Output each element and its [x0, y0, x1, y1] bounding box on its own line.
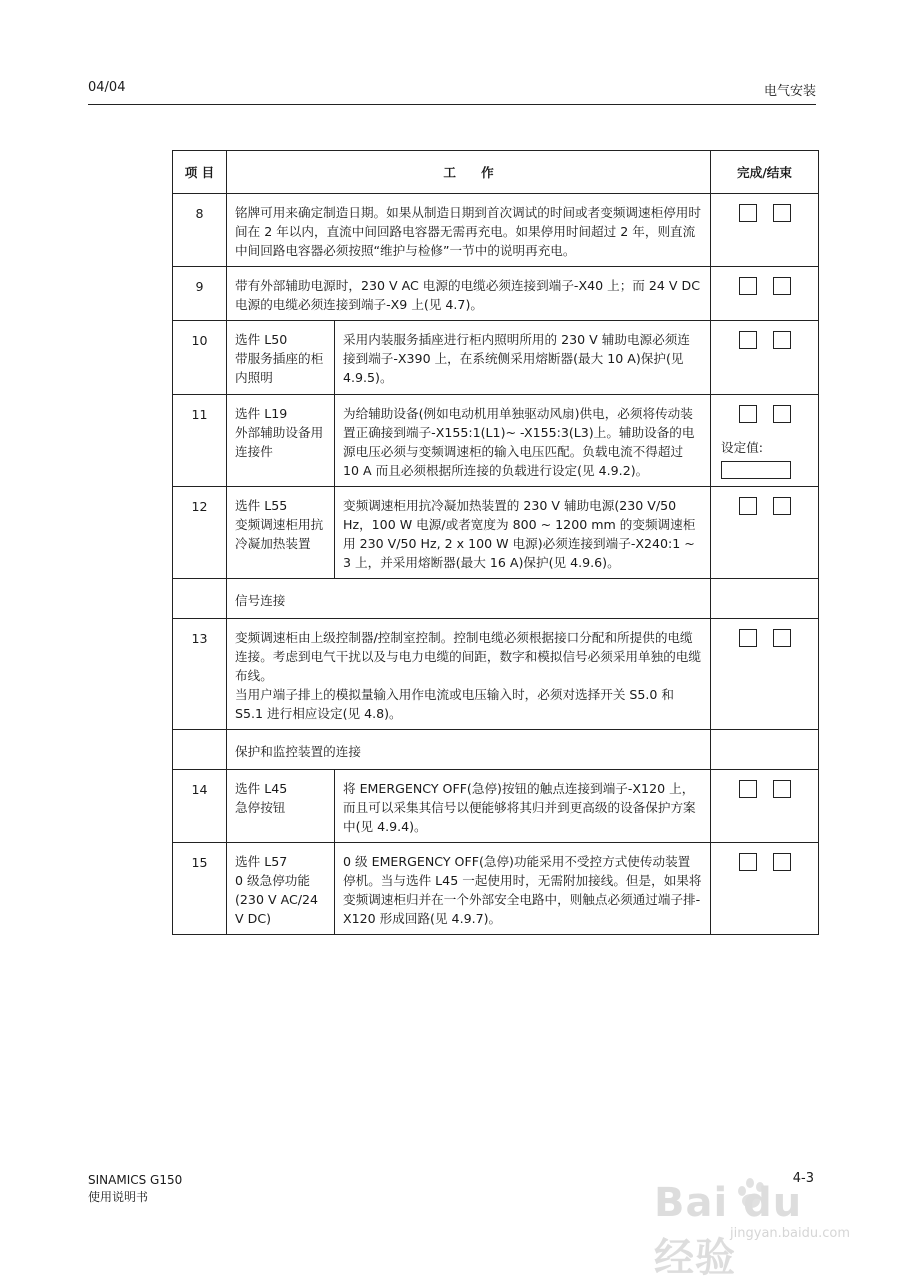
done-cell [711, 843, 819, 935]
table-row [173, 770, 819, 843]
table-row [173, 395, 819, 487]
item-number: 15 [173, 843, 227, 935]
checkbox[interactable] [739, 331, 757, 349]
section-title: 信号连接 [227, 579, 711, 619]
checklist-table [172, 150, 819, 935]
checkbox[interactable] [773, 277, 791, 295]
item-number: 8 [173, 194, 227, 267]
footer-product [88, 1172, 182, 1206]
col-work-header: 工 作 [227, 151, 711, 194]
table-header-row [173, 151, 819, 194]
option-text: 选件 L45 急停按钮 [227, 770, 335, 843]
checkbox[interactable] [739, 204, 757, 222]
header-date: 04/04 [88, 80, 126, 95]
table-row [173, 843, 819, 935]
section-row [173, 730, 819, 770]
table-row [173, 267, 819, 321]
col-done-header: 完成/结束 [711, 151, 819, 194]
work-text: 0 级 EMERGENCY OFF(急停)功能采用不受控方式使传动装置停机。当与选件 L45 一起使用时，无需附加接线。但是，如果将变频调速柜归并在一个外部安全电路中，则触点必须通过端子排-X120 形成回路(见 4.9.7)。 [335, 843, 711, 935]
checkbox[interactable] [773, 497, 791, 515]
empty-cell [173, 730, 227, 770]
product-name: SINAMICS G150 [88, 1173, 183, 1187]
option-text: 选件 L19 外部辅助设备用连接件 [227, 395, 335, 487]
table-row [173, 194, 819, 267]
done-cell [711, 321, 819, 395]
checkbox[interactable] [773, 629, 791, 647]
work-text: 将 EMERGENCY OFF(急停)按钮的触点连接到端子-X120 上，而且可以采集其信号以便能够将其归并到更高级的设备保护方案中(见 4.9.4)。 [335, 770, 711, 843]
done-cell [711, 619, 819, 730]
work-text: 带有外部辅助电源时，230 V AC 电源的电缆必须连接到端子-X40 上；而 24 V DC 电源的电缆必须连接到端子-X9 上(见 4.7)。 [227, 267, 711, 321]
checkbox[interactable] [739, 629, 757, 647]
option-text: 选件 L50 带服务插座的柜内照明 [227, 321, 335, 395]
work-text: 铭牌可用来确定制造日期。如果从制造日期到首次调试的时间或者变频调速柜停用时间在 2 年以内，直流中间回路电容器无需再充电。如果停用时间超过 2 年，则直流中间回路电容器必须按照“维护与检修”一节中的说明再充电。 [227, 194, 711, 267]
work-text: 采用内装服务插座进行柜内照明所用的 230 V 辅助电源必须连接到端子-X390 上，在系统侧采用熔断器(最大 10 A)保护(见 4.9.5)。 [335, 321, 711, 395]
empty-cell [173, 579, 227, 619]
done-cell [711, 194, 819, 267]
item-number: 12 [173, 487, 227, 579]
header-chapter: 电气安装 [763, 84, 816, 99]
table-row [173, 321, 819, 395]
option-text: 选件 L57 0 级急停功能 (230 V AC/24 V DC) [227, 843, 335, 935]
done-cell [711, 770, 819, 843]
section-row [173, 579, 819, 619]
watermark-brand: Bai du 经验 [654, 1180, 803, 1281]
done-cell [711, 267, 819, 321]
work-text: 为给辅助设备(例如电动机用单独驱动风扇)供电，必须将传动装置正确接到端子-X155:1(L1)~ -X155:3(L3)上。辅助设备的电源电压必须与变频调速柜的输入电压匹配。负载电流不得超过 10 A 而且必须根据所连接的负载进行设定(见 4.9.2)。 [335, 395, 711, 487]
col-item-header: 项 目 [173, 151, 227, 194]
empty-cell [711, 579, 819, 619]
watermark-url: jingyan.baidu.com [730, 1226, 850, 1241]
checkbox[interactable] [773, 853, 791, 871]
checkbox[interactable] [739, 780, 757, 798]
item-number: 11 [173, 395, 227, 487]
checkbox[interactable] [773, 780, 791, 798]
checkbox[interactable] [773, 405, 791, 423]
section-title: 保护和监控装置的连接 [227, 730, 711, 770]
baidu-watermark [654, 1180, 864, 1281]
work-text: 变频调速柜由上级控制器/控制室控制。控制电缆必须根据接口分配和所提供的电缆连接。考虑到电气干扰以及与电力电缆的间距，数字和模拟信号必须采用单独的电缆布线。 当用户端子排上的模拟量输入用作电流或电压输入时，必须对选择开关 S5.0 和 S5.1 进行相应设定(见 4.8)。 [227, 619, 711, 730]
done-cell [711, 395, 819, 487]
table-row [173, 487, 819, 579]
item-number: 9 [173, 267, 227, 321]
item-number: 14 [173, 770, 227, 843]
page-number: 4-3 [792, 1171, 814, 1186]
setting-value-field[interactable] [721, 461, 791, 479]
item-number: 13 [173, 619, 227, 730]
manual-name: 使用说明书 [88, 1190, 149, 1204]
checkbox[interactable] [773, 331, 791, 349]
header-rule [88, 104, 816, 105]
work-text: 变频调速柜用抗冷凝加热装置的 230 V 辅助电源(230 V/50 Hz，100 W 电源/或者宽度为 800 ~ 1200 mm 的变频调速柜用 230 V/50 Hz, 2 x 100 W 电源)必须连接到端子-X240:1 ~ 3 上，并采用熔断器(最大 16 A)保护(见 4.9.6)。 [335, 487, 711, 579]
checkbox[interactable] [773, 204, 791, 222]
setting-label: 设定值: [721, 440, 764, 455]
checkbox[interactable] [739, 277, 757, 295]
table-row [173, 619, 819, 730]
checkbox[interactable] [739, 405, 757, 423]
option-text: 选件 L55 变频调速柜用抗冷凝加热装置 [227, 487, 335, 579]
checkbox[interactable] [739, 497, 757, 515]
checkbox[interactable] [739, 853, 757, 871]
item-number: 10 [173, 321, 227, 395]
empty-cell [711, 730, 819, 770]
done-cell [711, 487, 819, 579]
